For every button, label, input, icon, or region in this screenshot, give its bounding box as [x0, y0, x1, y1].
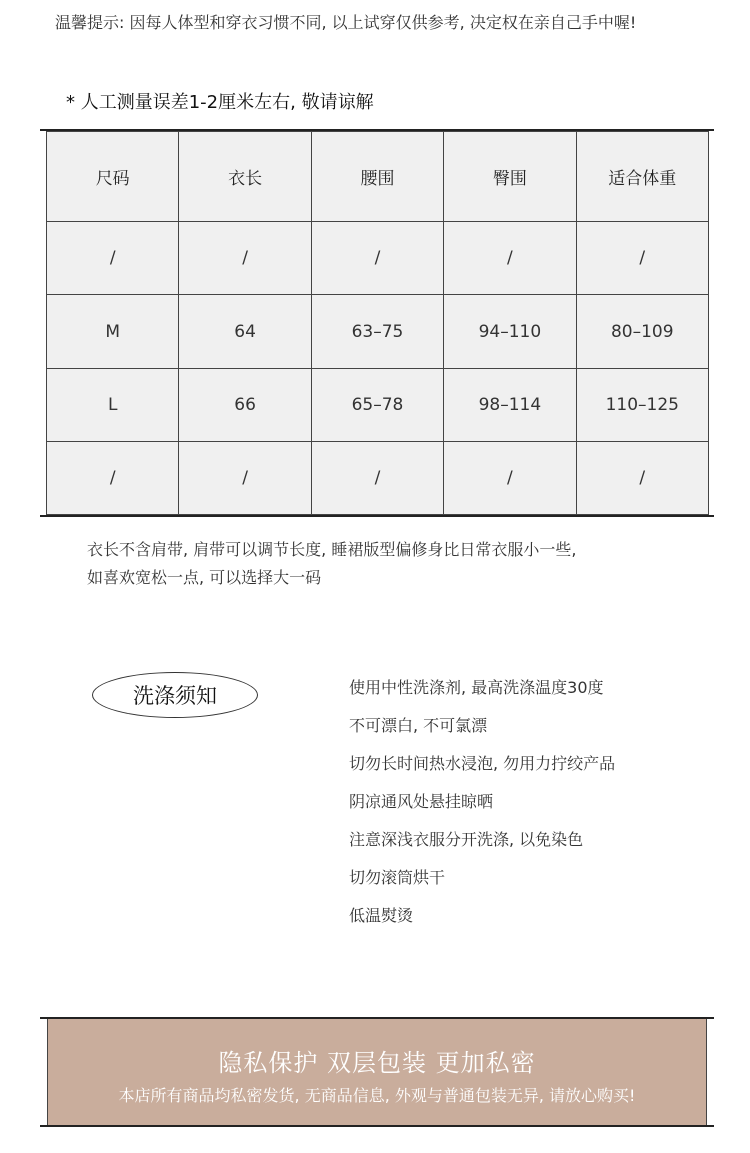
list-item: 注意深浅衣服分开洗涤, 以免染色 [349, 830, 584, 849]
list-item: 切勿长时间热水浸泡, 勿用力拧绞产品 [349, 754, 616, 773]
size-table [46, 131, 709, 515]
table-cell: L [47, 368, 179, 441]
privacy-banner [47, 1019, 707, 1125]
table-row [47, 222, 709, 295]
table-cell: / [576, 441, 708, 514]
table-cell: / [179, 441, 311, 514]
privacy-banner-frame [40, 1017, 714, 1127]
header-length: 衣长 [179, 132, 311, 222]
table-row [47, 441, 709, 514]
header-waist: 腰围 [311, 132, 443, 222]
table-row [47, 368, 709, 441]
list-item: 不可漂白, 不可氯漂 [349, 716, 488, 735]
header-size: 尺码 [47, 132, 179, 222]
table-cell: / [444, 441, 576, 514]
measurement-note: * 人工测量误差1-2厘米左右, 敬请谅解 [66, 92, 374, 113]
list-item: 低温熨烫 [349, 906, 414, 925]
header-hip: 臀围 [444, 132, 576, 222]
privacy-title: 隐私保护 双层包装 更加私密 [218, 1049, 536, 1077]
table-cell: 65–78 [311, 368, 443, 441]
description-line: 衣长不含肩带, 肩带可以调节长度, 睡裙版型偏修身比日常衣服小一些, [87, 540, 577, 559]
size-table-frame [40, 129, 714, 517]
table-cell: / [179, 222, 311, 295]
list-item: 阴凉通风处悬挂晾晒 [349, 792, 494, 811]
washing-title: 洗涤须知 [133, 684, 217, 708]
description-line: 如喜欢宽松一点, 可以选择大一码 [87, 568, 322, 587]
table-cell: / [444, 222, 576, 295]
list-item: 使用中性洗涤剂, 最高洗涤温度30度 [349, 678, 604, 697]
table-cell: 63–75 [311, 295, 443, 368]
table-cell: 66 [179, 368, 311, 441]
table-header-row [47, 132, 709, 222]
table-cell: 98–114 [444, 368, 576, 441]
table-cell: M [47, 295, 179, 368]
table-cell: 80–109 [576, 295, 708, 368]
fitting-tip: 温馨提示: 因每人体型和穿衣习惯不同, 以上试穿仅供参考, 决定权在亲自己手中喔! [55, 13, 637, 32]
header-weight: 适合体重 [576, 132, 708, 222]
list-item: 切勿滚筒烘干 [349, 868, 446, 887]
table-cell: / [576, 222, 708, 295]
privacy-subtitle: 本店所有商品均私密发货, 无商品信息, 外观与普通包装无异, 请放心购买! [118, 1086, 636, 1105]
table-cell: / [311, 222, 443, 295]
table-cell: / [311, 441, 443, 514]
table-cell: 94–110 [444, 295, 576, 368]
table-cell: 64 [179, 295, 311, 368]
table-row [47, 295, 709, 368]
table-cell: / [47, 441, 179, 514]
table-cell: 110–125 [576, 368, 708, 441]
washing-instructions [349, 675, 615, 941]
washing-title-badge [92, 672, 258, 718]
size-description [87, 536, 707, 592]
table-cell: / [47, 222, 179, 295]
